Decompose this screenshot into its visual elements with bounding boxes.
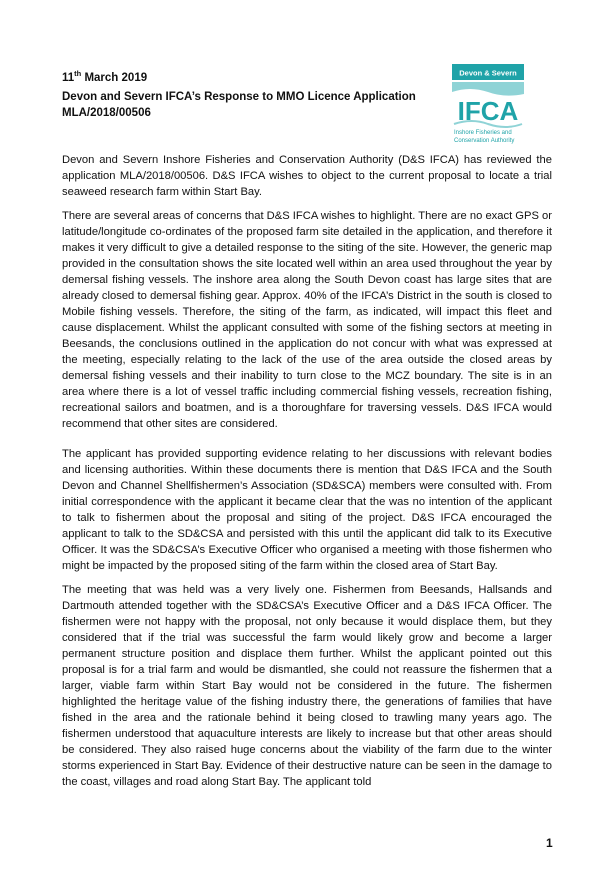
- paragraph-consultation: The applicant has provided supporting evidence relating to her discussions with relevant bodies and licensing authorities. Within these documents there is mention that D&S IFCA and the South Devon and Channel Shellfishermen’s Association (SD&SCA) members were consulted with. From initial correspondence with the applicant it became clear that the was no intention of the applicant to talk to fishermen about the proposal and siting of the project. D&S IFCA encouraged the applicant to talk to the SD&CSA and persisted with this until the applicant did talk to its Executive Officer. It was the SD&CSA’s Executive Officer who organised a meeting with those fishermen who might be impacted by the proposed siting of the farm within the closed area of Start Bay.: [62, 448, 552, 572]
- logo-acronym: IFCA: [457, 96, 519, 126]
- paragraph-meeting: The meeting that was held was a very lively one. Fishermen from Beesands, Hallsands and Dartmouth attended together with the SD&CSA’s Executive Officer and a D&S IFCA Officer. The fishermen were not happy with the proposal, not only because it would displace them, but they considered that if the trial was successful the farm would likely grow and become a larger permanent structure position and displace them further. Whilst the applicant pointed out this proposal is for a trial farm and would be dismantled, she could not reassure the fishermen that a larger, viable farm within Start Bay would not be considered in the future. The fishermen highlighted the heritage value of the fishing industry there, the generations of families that have fished in the area and the rationale behind it being closed to trawling many years ago. The fishermen understood that aquaculture interests are likely to increase but that other areas should be considered. They also raised huge concerns about the viability of the farm due to the winter storms experienced in Start Bay. Evidence of their destructive nature can be seen in the damage to the coast, villages and road along Start Bay. The applicant told: [62, 584, 552, 788]
- date-suffix: th: [74, 69, 82, 78]
- paragraph-concerns: There are several areas of concerns that D&S IFCA wishes to highlight. There are no exact GPS or latitude/longitude co-ordinates of the proposed farm site detailed in the application, and therefore it makes it very difficult to give a detailed response to the siting of the site. However, the generic map provided in the consultation shows the site located well within an area used throughout the year by demersal fishing vessels. The inshore area along the South Devon coast has large sites that are already closed to demersal fishing gear. Approx. 40% of the IFCA’s District in the south is closed to Mobile fishing vessels. Therefore, the siting of the farm, as indicated, will impact this fleet and cause displacement. Whilst the applicant consulted with some of the fishing sectors at meeting in Beesands, the conclusions outlined in the application do not concur with what was expressed at the meeting, especially relating to the lack of the use of the area outside the closed areas by demersal fishing vessels and their inability to turn close to the MCZ boundary. The site is in an area where there is a lot of vessel traffic including commercial fishing vessels, recreation fishing, recreational sailors and boatmen, and is a thoroughfare for traversing vessels. D&S IFCA would recommend that other sites are considered.: [62, 210, 552, 430]
- logo-subtitle-2: Conservation Authority: [454, 138, 515, 144]
- document-date: [62, 69, 147, 84]
- document-title: Devon and Severn IFCA’s Response to MMO Licence Application MLA/2018/00506: [62, 91, 416, 119]
- paragraph-intro: Devon and Severn Inshore Fisheries and Conservation Authority (D&S IFCA) has reviewed the application MLA/2018/00506. D&S IFCA wishes to object to the current proposal to locate a trial seaweed research farm within Start Bay.: [62, 154, 552, 198]
- body-text: [62, 152, 552, 798]
- logo-subtitle-1: Inshore Fisheries and: [454, 130, 512, 136]
- ifca-logo: [452, 64, 524, 146]
- date-day: 11: [62, 71, 75, 84]
- date-month-year: March 2019: [81, 71, 148, 84]
- logo-region: Devon & Severn: [459, 68, 517, 78]
- page-number: 1: [546, 836, 553, 850]
